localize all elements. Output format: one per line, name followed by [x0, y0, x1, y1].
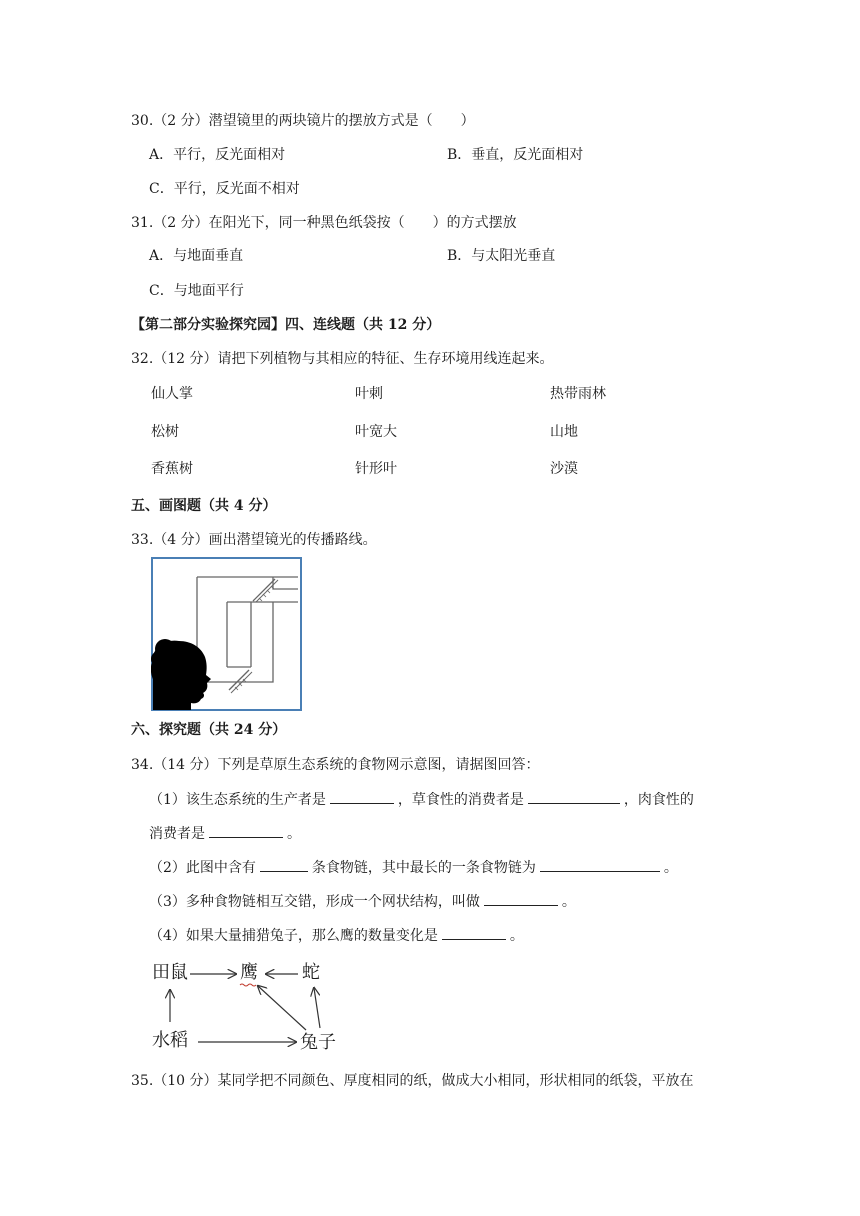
answer-blank-producer[interactable] [330, 789, 394, 804]
node-mouse: 田鼠 [152, 962, 188, 983]
section-5-title: 五、画图题（共 4 分） [131, 498, 277, 514]
q34-p4-text-a: （4）如果大量捕猎兔子，那么鹰的数量变化是 [149, 928, 438, 944]
q34-p1-text-d: 消费者是 [149, 826, 205, 842]
q34-p1-text-e: 。 [287, 826, 301, 842]
habitat-item: 山地 [550, 424, 578, 440]
q34-p1-text-b: ，草食性的消费者是 [397, 792, 524, 808]
periscope-figure [151, 557, 303, 716]
node-rabbit: 兔子 [300, 1032, 336, 1053]
q31-option-a: A．与地面垂直 [149, 248, 244, 264]
q34-part2 [149, 857, 678, 878]
feature-item: 叶宽大 [355, 424, 397, 440]
q33-stem: 33.（4 分）画出潜望镜光的传播路线。 [131, 532, 377, 548]
food-web-diagram [148, 958, 348, 1058]
q34-p1-text-c: ，肉食性的 [623, 792, 694, 808]
feature-item: 叶刺 [355, 386, 383, 402]
q35-stem: 35.（10 分）某同学把不同颜色、厚度相同的纸，做成大小相同，形状相同的纸袋，平放在 [131, 1073, 694, 1089]
q30-option-c: C．平行，反光面不相对 [149, 181, 300, 197]
node-rice: 水稻 [152, 1030, 188, 1051]
answer-blank-food-web[interactable] [484, 891, 558, 906]
q31-stem: 31.（2 分）在阳光下，同一种黑色纸袋按（ ）的方式摆放 [131, 215, 517, 231]
habitat-item: 热带雨林 [550, 386, 606, 402]
q30-option-a: A．平行，反光面相对 [149, 147, 286, 163]
q34-p1-text-a: （1）该生态系统的生产者是 [149, 792, 326, 808]
q34-part4 [149, 925, 524, 946]
q34-part1-line2 [149, 823, 301, 844]
q30-stem: 30.（2 分）潜望镜里的两块镜片的摆放方式是（ ） [131, 113, 475, 129]
answer-blank-carnivore[interactable] [209, 823, 283, 838]
q32-stem: 32.（12 分）请把下列植物与其相应的特征、生存环境用线连起来。 [131, 351, 554, 367]
habitat-item: 沙漠 [550, 461, 578, 477]
plant-item: 香蕉树 [151, 461, 193, 477]
answer-blank-chain-count[interactable] [260, 857, 308, 872]
section-6-title: 六、探究题（共 24 分） [131, 722, 287, 738]
q34-p3-text-b: 。 [561, 894, 576, 910]
q34-stem: 34.（14 分）下列是草原生态系统的食物网示意图，请据图回答： [131, 757, 540, 773]
q34-p4-text-b: 。 [509, 928, 524, 944]
q31-option-c: C．与地面平行 [149, 283, 244, 299]
answer-blank-eagle-change[interactable] [442, 925, 506, 940]
section-4-title: 【第二部分实验探究园】四、连线题（共 12 分） [131, 317, 441, 333]
q34-p3-text-a: （3）多种食物链相互交错，形成一个网状结构，叫做 [149, 894, 480, 910]
feature-item: 针形叶 [355, 461, 397, 477]
answer-blank-herbivore[interactable] [528, 789, 620, 804]
q34-part3 [149, 891, 576, 912]
q34-p2-text-c: 。 [663, 860, 678, 876]
plant-item: 松树 [151, 424, 179, 440]
q34-p2-text-b: 条食物链，其中最长的一条食物链为 [311, 860, 536, 876]
q34-p2-text-a: （2）此图中含有 [149, 860, 256, 876]
q30-option-b: B．垂直，反光面相对 [447, 147, 584, 163]
node-snake: 蛇 [302, 962, 320, 983]
answer-blank-longest-chain[interactable] [540, 857, 660, 872]
plant-item: 仙人掌 [151, 386, 193, 402]
q31-option-b: B．与太阳光垂直 [447, 248, 556, 264]
q34-part1-line1 [149, 789, 694, 810]
node-eagle: 鹰 [240, 962, 258, 983]
